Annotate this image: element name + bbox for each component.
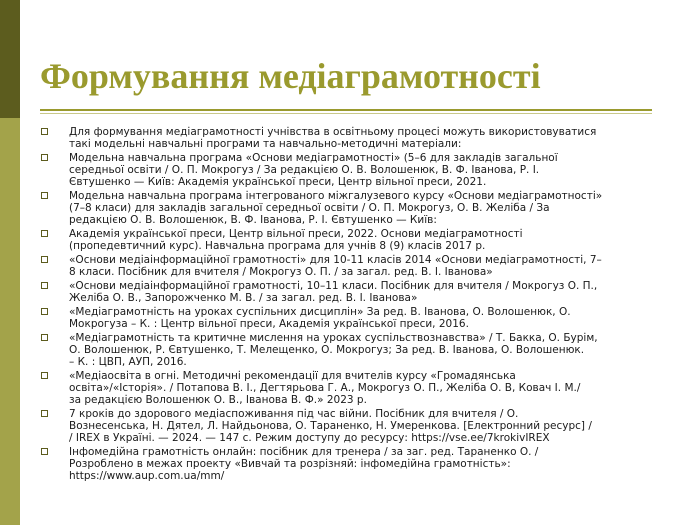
- list-item-text: «Медіаграмотність та критичне мислення на уроках суспільствознавства» / Т. Бакка, О. Бурім, О. Волошенюк, Р. Євтушенко, Т. Мелещенко, О. Мокрогуз; За ред. В. Іванова, О. Волошенюк. – К. : ЦВП, АУП, 2016.: [69, 332, 598, 368]
- list-item: [38, 408, 690, 444]
- list-item: [38, 370, 690, 406]
- hollow-square-icon: [41, 154, 48, 161]
- list-item-text: «Медіаосвіта в огні. Методичні рекомендації для вчителів курсу «Громадянська освіта»/«Історія». / Потапова В. І., Дегтярьова Г. А., Мокрогуз О. П., Желіба О. В, Ковач І. М./ за редакцією Волошенюк О. В., Іванова В. Ф.» 2023 р.: [69, 370, 581, 406]
- list-item: [38, 126, 690, 150]
- hollow-square-icon: [41, 372, 48, 379]
- left-decorative-bar: [0, 0, 20, 525]
- list-item: [38, 152, 690, 188]
- list-item-text: Модельна навчальна програма інтегрованого міжгалузевого курсу «Основи медіаграмотності» (7–8 класи) для закладів загальної середньої освіти / О. П. Мокрогуз, О. В. Желіба / За редакцією О. В. Волошенюк, В. Ф. Іванова, Р. І. Євтушенко — Київ:: [69, 190, 603, 226]
- title-divider: [40, 109, 652, 111]
- list-item-text: «Основи медіаінформаційної грамотності» для 10-11 класів 2014 «Основи медіаграмотності, 7– 8 класи. Посібник для вчителя / Мокрогуз О. П. / за загал. ред. В. І. Іванова»: [69, 254, 602, 278]
- list-item: [38, 446, 690, 482]
- hollow-square-icon: [41, 192, 48, 199]
- hollow-square-icon: [41, 448, 48, 455]
- list-item-text: Для формування медіаграмотності учнівства в освітньому процесі можуть використовуватися такі модельні навчальні програми та навчально-методичні матеріали:: [69, 126, 597, 150]
- list-item-text: Модельна навчальна програма «Основи медіаграмотності» (5–6 для закладів загальної середньої освіти / О. П. Мокрогуз / За редакцією О. В. Волошенюк, В. Ф. Іванова, Р. І. Євтушенко — Київ: Академія української преси, Центр вільної преси, 2021.: [69, 152, 558, 188]
- list-item: [38, 332, 690, 368]
- list-item-text: «Основи медіаінформаційної грамотності, 10–11 класи. Посібник для вчителя / Мокрогуз О. П., Желіба О. В., Запорожченко М. В. / за загал. ред. В. І. Іванова»: [69, 280, 598, 304]
- hollow-square-icon: [41, 256, 48, 263]
- hollow-square-icon: [41, 282, 48, 289]
- hollow-square-icon: [41, 410, 48, 417]
- list-item-text: 7 кроків до здорового медіаспоживання під час війни. Посібник для вчителя / О. Вознесенська, Н. Дятел, Л. Найдьонова, О. Тараненко, Н. Умеренкова. [Електронний ресурс] / / IREX в Україні. — 2024. — 147 с. Режим доступу до ресурсу: https://vse.ee/7krokivIREX: [69, 408, 592, 444]
- hollow-square-icon: [41, 230, 48, 237]
- list-item-text: Інфомедійна грамотність онлайн: посібник для тренера / за заг. ред. Тараненко О. / Розроблено в межах проекту «Вивчай та розрізняй: інфомедійна грамотність»: https://www.aup.com.ua/mm/: [69, 446, 539, 482]
- slide-title: Формування медіаграмотності: [40, 56, 541, 96]
- list-item-text: «Медіаграмотність на уроках суспільних дисциплін» За ред. В. Іванова, О. Волошенюк, О. Мокрогуза – К. : Центр вільної преси, Академія української преси, 2016.: [69, 306, 571, 330]
- list-item: [38, 254, 690, 278]
- bullet-list: [38, 126, 690, 484]
- list-item: [38, 228, 690, 252]
- hollow-square-icon: [41, 334, 48, 341]
- list-item: [38, 306, 690, 330]
- hollow-square-icon: [41, 128, 48, 135]
- list-item: [38, 280, 690, 304]
- hollow-square-icon: [41, 308, 48, 315]
- list-item: [38, 190, 690, 226]
- left-bar-dark-block: [0, 0, 20, 118]
- list-item-text: Академія української преси, Центр вільної преси, 2022. Основи медіаграмотності (пропедевтичний курс). Навчальна програма для учнів 8 (9) класів 2017 р.: [69, 228, 523, 252]
